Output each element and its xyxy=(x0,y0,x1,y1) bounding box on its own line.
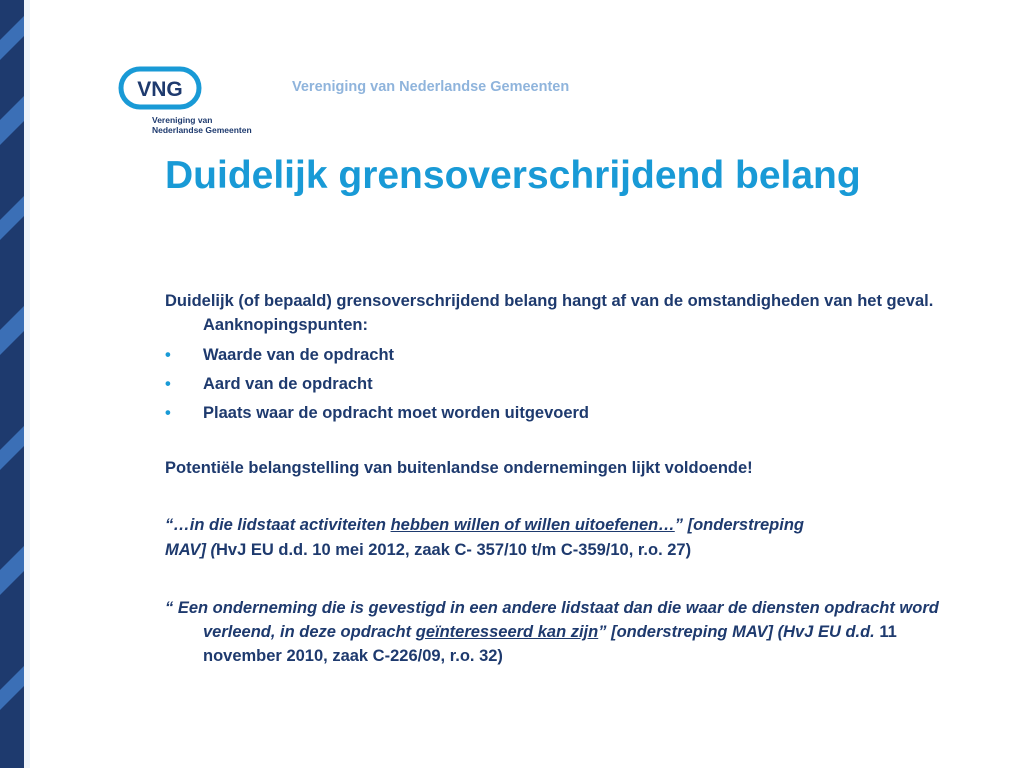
slide-body xyxy=(165,289,975,668)
quote-1-open: “…in die lidstaat activiteiten xyxy=(165,516,391,534)
list-item-text: Aard van de opdracht xyxy=(203,375,373,393)
org-name-header: Vereniging van Nederlandse Gemeenten xyxy=(292,79,570,95)
logo-caption-line1: Vereniging van xyxy=(152,115,213,125)
quote-2-citation: 11 november 2010, zaak C-226/09, r.o. 32) xyxy=(203,623,897,665)
slide-title: Duidelijk grensoverschrijdend belang xyxy=(165,154,861,197)
intro-paragraph: Duidelijk (of bepaald) grensoverschrijdend belang hangt af van de omstandigheden van het geval. Aanknopingspunten: xyxy=(165,292,934,334)
vng-logo-letters: VNG xyxy=(137,78,183,101)
spacer xyxy=(165,480,975,513)
vng-logo-mark xyxy=(118,66,208,114)
criteria-list xyxy=(165,341,975,428)
bullet-icon: • xyxy=(165,375,171,393)
quote-2-underlined: geïnteresseerd kan zijn xyxy=(415,623,599,641)
quote-2-close: ” [onderstreping MAV] (HvJ EU d.d. xyxy=(598,623,880,641)
list-item-text: Waarde van de opdracht xyxy=(203,346,395,364)
quote-1-line1 xyxy=(165,513,975,538)
quote-1-line2 xyxy=(165,538,975,563)
statement-paragraph: Potentiële belangstelling van buitenlandse ondernemingen lijkt voldoende! xyxy=(165,459,753,477)
list-item xyxy=(165,341,975,370)
list-item xyxy=(165,399,975,428)
quote-2-text: Een onderneming die is gevestigd in een andere lidstaat dan die waar de diensten opdracht word verleend, in deze opdracht xyxy=(173,599,939,641)
logo-caption-line2: Nederlandse Gemeenten xyxy=(152,125,252,135)
bullet-icon: • xyxy=(165,346,171,364)
spacer xyxy=(165,428,975,456)
quote-1-close: ” [onderstreping xyxy=(674,516,805,534)
quote-2-open-mark: “ xyxy=(165,599,174,617)
quote-2-paragraph xyxy=(165,596,975,668)
quote-1-citation: HvJ EU d.d. 10 mei 2012, zaak C- 357/10 t/m C-359/10, r.o. 27) xyxy=(216,541,692,559)
list-item-text: Plaats waar de opdracht moet worden uitgevoerd xyxy=(203,404,590,422)
vng-logo-caption xyxy=(152,115,252,135)
quote-1-paragraph xyxy=(165,513,975,563)
bullet-icon: • xyxy=(165,404,171,422)
quote-1-underlined: hebben willen of willen uitoefenen… xyxy=(390,516,675,534)
quote-1-cont: MAV] ( xyxy=(165,541,217,559)
decorative-left-band xyxy=(0,0,30,768)
list-item xyxy=(165,370,975,399)
spacer xyxy=(165,563,975,596)
